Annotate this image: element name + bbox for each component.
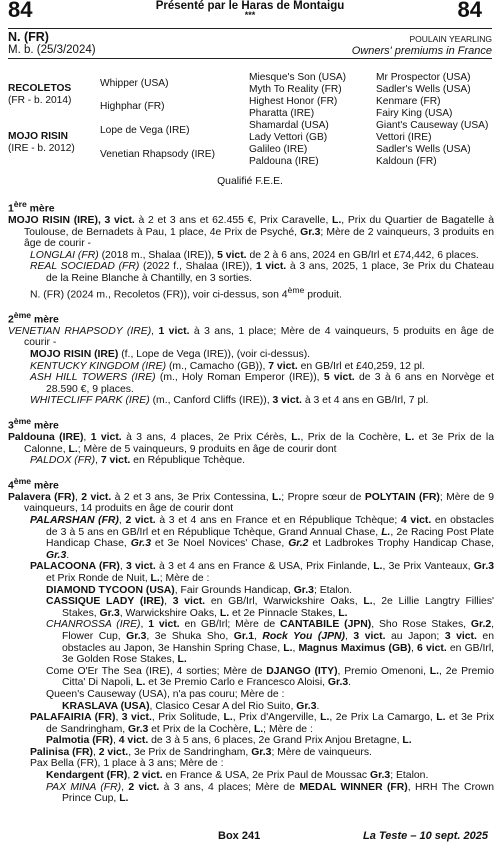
pedigree-gen3-item: Shamardal (USA) bbox=[249, 120, 329, 131]
header-top-rule bbox=[8, 28, 492, 29]
consignor-stars: *** bbox=[244, 10, 256, 20]
lot-number-left: 84 bbox=[8, 0, 33, 22]
pedigree-gen2-item: Venetian Rhapsody (IRE) bbox=[100, 149, 215, 160]
sale-category: POULAIN YEARLING bbox=[409, 34, 492, 44]
pedigree-gen4-item: Giant's Causeway (USA) bbox=[376, 120, 489, 131]
pedigree-gen4-item: Mr Prospector (USA) bbox=[376, 72, 471, 83]
pedigree-sire-info: (FR - b. 2014) bbox=[8, 95, 72, 106]
pedigree-sire: RECOLETOS bbox=[8, 83, 72, 94]
pedigree-gen4-item: Sadler's Wells (USA) bbox=[376, 84, 471, 95]
consignor-title: Présenté par le Haras de Montaigu bbox=[155, 0, 345, 12]
produce-entry: Pax Bella (FR), 1 place à 3 ans; Mère de : bbox=[30, 758, 224, 770]
produce-entry: WHITECLIFF PARK (IRE) (m., Canford Cliffs (IRE)), 3 vict. à 3 et 4 ans en GB/Irl, 7 pl. bbox=[30, 395, 429, 407]
produce-entry: CHANROSSA (IRE), 1 vict. en GB/Irl; Mère de CANTABILE (JPN), Sho Rose Stakes, Gr.2, Flower Cup, Gr.3, 3e Shuka Sho, Gr.1, Rock You (JPN), 3 vict. au Japon; 3 vict. en obstacles au Japon, 3e Hanshin Spring Chase, L., Magnus Maximus (GB), 6 vict. en GB/Irl, 3e Golden Rose Stakes, L. bbox=[46, 619, 495, 666]
pedigree-gen4-item: Vettori (IRE) bbox=[376, 132, 432, 143]
produce-entry: Come O'Er The Sea (IRE), 4 sorties; Mère de DJANGO (ITY), Premio Omenoni, L., 2e Premio Citta' Di Napoli, L. et 3e Premio Carlo e Francesco Aloisi, Gr.3. bbox=[46, 665, 494, 689]
pedigree-gen3-item: Galileo (IRE) bbox=[249, 144, 308, 155]
qualification: Qualifié F.E.E. bbox=[217, 176, 283, 187]
premiums-note: Owners' premiums in France bbox=[351, 45, 492, 57]
produce-entry: Palinisa (FR), 2 vict., 3e Prix de Sandringham, Gr.3; Mère de vainqueurs. bbox=[30, 746, 372, 758]
produce-entry: KENTUCKY KINGDOM (IRE) (m., Camacho (GB)), 7 vict. en GB/Irl et £40,259, 12 pl. bbox=[30, 360, 425, 372]
produce-entry: LONGLAI (FR) (2018 m., Shalaa (IRE)), 5 vict. de 2 à 6 ans, 2024 en GB/Irl et £74,442, 6 places. bbox=[30, 249, 479, 261]
produce-entry: Palmotia (FR), 4 vict. de 3 à 5 ans, 6 places, 2e Grand Prix Anjou Bretagne, L. bbox=[46, 735, 412, 747]
pedigree-gen4-item: Kenmare (FR) bbox=[376, 96, 441, 107]
footer-box-number: Box 241 bbox=[218, 830, 261, 842]
first-dam-heading: 1ère mère bbox=[8, 199, 55, 215]
produce-entry: PALARSHAN (FR), 2 vict. à 3 et 4 ans en France et en République Tchèque; 4 vict. en obstacles de 3 à 5 ans en GB/Irl et en République Tchèque, Grand Annual Chase, L., 2e Racing Post Plate Handicap Chase, Gr.3 et 3e Noel Novices' Chase, Gr.2 et Ladbrokes Trophy Handicap Chase, Gr.3. bbox=[30, 515, 494, 561]
produce-entry: Queen's Causeway (USA), n'a pas couru; Mère de : bbox=[46, 688, 285, 700]
header-bottom-rule bbox=[8, 58, 492, 59]
third-dam-paragraph: Paldouna (IRE), 1 vict. à 3 ans, 4 places, 2e Prix Cérès, L., Prix de la Cochère, L. et 3e Prix de la Calonne, L.; Mère de 5 vainqueurs, 9 produits en âge de courir dont bbox=[8, 431, 494, 455]
pedigree-gen3-item: Lady Vettori (GB) bbox=[249, 132, 328, 143]
catalogue-body bbox=[8, 199, 494, 805]
third-dam-heading: 3ème mère bbox=[8, 415, 59, 432]
pedigree-dam: MOJO RISIN bbox=[8, 131, 69, 142]
pedigree-gen3-item: Miesque's Son (USA) bbox=[249, 72, 347, 83]
first-dam-paragraph: MOJO RISIN (IRE), 3 vict. à 2 et 3 ans et 62.455 €, Prix Caravelle, L., Prix du Quartier de Bagatelle à Toulouse, de Bernadets à Pau, 1 place, 4e Prix de Psyché, Gr.3; Mère de 2 vainqueurs, 3 produits en âge de courir - bbox=[8, 215, 495, 250]
horse-name: N. (FR) bbox=[8, 30, 49, 44]
produce-entry: KRASLAVA (USA), Clasico Cesar A del Rio Suito, Gr.3. bbox=[62, 700, 320, 712]
produce-entry: CASSIQUE LADY (IRE), 3 vict. en GB/Irl, Warwickshire Oaks, L., 2e Lillie Langtry Fillies' Stakes, Gr.3, Warwickshire Oaks, L. et 2e Pinnacle Stakes, L. bbox=[46, 596, 494, 619]
pedigree-gen3-item: Myth To Reality (FR) bbox=[249, 84, 342, 95]
pedigree-dam-info: (IRE - b. 2012) bbox=[8, 143, 75, 154]
pedigree-gen3-item: Paldouna (IRE) bbox=[249, 156, 319, 167]
fourth-dam-heading: 4ème mère bbox=[8, 475, 59, 492]
produce-entry: MOJO RISIN (IRE) (f., Lope de Vega (IRE)), (voir ci-dessus). bbox=[30, 348, 311, 360]
produce-entry: ASH HILL TOWERS (IRE) (m., Holy Roman Emperor (IRE)), 5 vict. de 3 à 6 ans en Norvège et 28.590 €, 9 places. bbox=[30, 372, 494, 395]
produce-entry: PAX MINA (FR), 2 vict. à 3 ans, 4 places; Mère de MEDAL WINNER (FR), HRH The Crown Prince Cup, L. bbox=[46, 781, 494, 805]
pedigree-gen2-item: Whipper (USA) bbox=[100, 78, 169, 89]
pedigree-gen4-item: Kaldoun (FR) bbox=[376, 156, 437, 167]
produce-entry: PALDOX (FR), 7 vict. en République Tchèque. bbox=[30, 455, 246, 467]
produce-entry: N. (FR) (2024 m., Recoletos (FR)), voir ci-dessus, son 4ème produit. bbox=[30, 284, 342, 301]
produce-entry: PALAFAIRIA (FR), 3 vict., Prix Solitude, L., Prix d'Angerville, L., 2e Prix La Camargo, L. et 3e Prix de Sandringham, Gr.3 et Prix de la Cochère, L.; Mère de : bbox=[30, 712, 495, 735]
pedigree-gen3-item: Highest Honor (FR) bbox=[249, 96, 338, 107]
lot-number-right: 84 bbox=[457, 0, 482, 22]
produce-entry: Kendargent (FR), 2 vict. en France & USA, 2e Prix Paul de Moussac Gr.3; Etalon. bbox=[46, 770, 429, 782]
produce-entry: DIAMOND TYCOON (USA), Fair Grounds Handicap, Gr.3; Etalon. bbox=[46, 584, 353, 596]
pedigree-gen2-item: Lope de Vega (IRE) bbox=[100, 125, 190, 136]
pedigree-gen4-item: Sadler's Wells (USA) bbox=[376, 144, 471, 155]
pedigree-gen3-item: Pharatta (IRE) bbox=[249, 108, 315, 119]
produce-entry: PALACOONA (FR), 3 vict. à 3 et 4 ans en France & USA, Prix Finlande, L., 3e Prix Vanteaux, Gr.3 et Prix Ronde de Nuit, L.; Mère de : bbox=[30, 561, 494, 584]
footer-sale-place: La Teste – 10 sept. 2025 bbox=[363, 830, 488, 842]
pedigree-gen2-item: Highphar (FR) bbox=[100, 101, 165, 112]
fourth-dam-paragraph: Palavera (FR), 2 vict. à 2 et 3 ans, 3e Prix Contessina, L.; Propre sœur de POLYTAIN (FR); Mère de 9 vainqueurs, 14 produits en âge de courir dont bbox=[8, 491, 494, 515]
second-dam-heading: 2ème mère bbox=[8, 309, 59, 326]
second-dam-paragraph: VENETIAN RHAPSODY (IRE), 1 vict. à 3 ans, 1 place; Mère de 4 vainqueurs, 5 produits en âge de courir - bbox=[8, 325, 494, 349]
produce-entry: REAL SOCIEDAD (FR) (2022 f., Shalaa (IRE)), 1 vict. à 3 ans, 2025, 1 place, 3e Prix du Chateau de la Reine Blanche à Chantilly, en 3 sorties. bbox=[30, 261, 494, 285]
pedigree-gen4-item: Fairy King (USA) bbox=[376, 108, 453, 119]
horse-birth: M. b. (25/3/2024) bbox=[8, 44, 96, 56]
